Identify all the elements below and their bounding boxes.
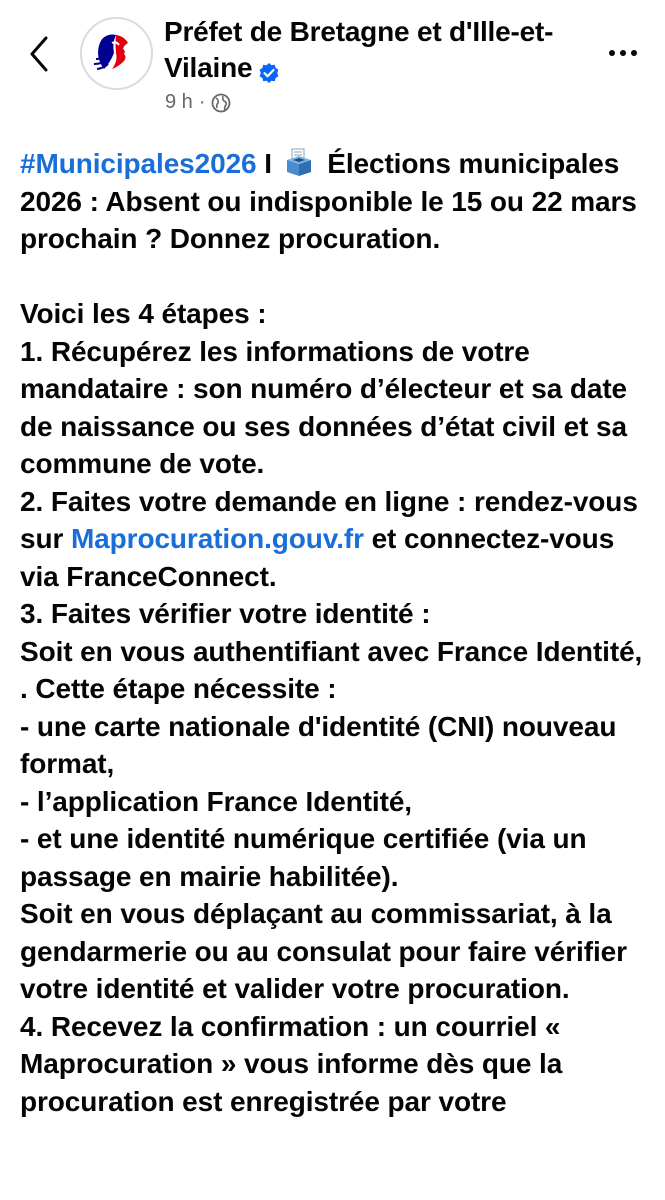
verified-badge-icon (258, 57, 280, 79)
post-title-text: Élections municipales 2026 : Absent ou indisponible le 15 ou 22 mars prochain ? Donnez procuration. (20, 148, 637, 254)
post-timestamp[interactable]: 9 h (165, 91, 193, 113)
post-meta (165, 91, 231, 114)
more-horizontal-icon-dot (609, 50, 615, 56)
chevron-left-icon (29, 36, 49, 72)
page-name[interactable] (164, 14, 564, 86)
page-avatar[interactable] (80, 17, 153, 90)
post-text (20, 145, 650, 1120)
more-horizontal-icon-dot (631, 50, 637, 56)
more-options-button[interactable] (603, 38, 643, 68)
post-title (20, 145, 650, 258)
maprocuration-link[interactable]: Maprocuration.gouv.fr (70, 523, 364, 554)
meta-separator: · (198, 91, 206, 113)
page-name-text[interactable]: Préfet de Bretagne et d'Ille-et-Vilaine (164, 16, 554, 83)
step-1: 1. Récupérez les informations de votre mandataire : son numéro d’électeur et sa date de naissance ou ses données d’état civil et sa commune de vote. (20, 335, 628, 479)
back-button[interactable] (24, 34, 54, 74)
requirement-digital-id: - et une identité numérique certifiée (via un passage en mairie habilitée). (20, 823, 587, 892)
step-4: 4. Recevez la confirmation : un courriel « Maprocuration » vous informe dès que la procuration est enregistrée par votre (20, 1010, 563, 1117)
marianne-logo-icon (82, 19, 151, 88)
step-3: 3. Faites vérifier votre identité : (20, 598, 431, 629)
paragraph-gap (20, 258, 650, 296)
requirement-app: - l’application France Identité, (20, 785, 412, 817)
step-2-text-before: 2. Faites votre demande en ligne : rendez-vous sur (20, 485, 638, 554)
hashtag-link[interactable]: #Municipales2026 (20, 148, 257, 179)
ballot-box-icon (284, 147, 314, 177)
step-2 (20, 483, 650, 596)
requirement-cni: - une carte nationale d'identité (CNI) nouveau format, (20, 710, 617, 779)
hashtag-separator: I (256, 148, 280, 179)
step-2-text-after: et connectez-vous via FranceConnect. (20, 523, 615, 592)
option-in-person: Soit en vous déplaçant au commissariat, à la gendarmerie ou au consulat pour faire vérifier votre identité et valider votre procuration. (20, 898, 627, 1004)
option-france-identite: Soit en vous authentifiant avec France Identité, . Cette étape nécessite : (20, 635, 643, 704)
steps-intro: Voici les 4 étapes : (20, 298, 267, 329)
globe-icon (211, 93, 231, 113)
post-header (0, 0, 665, 125)
more-horizontal-icon-dot (620, 50, 626, 56)
